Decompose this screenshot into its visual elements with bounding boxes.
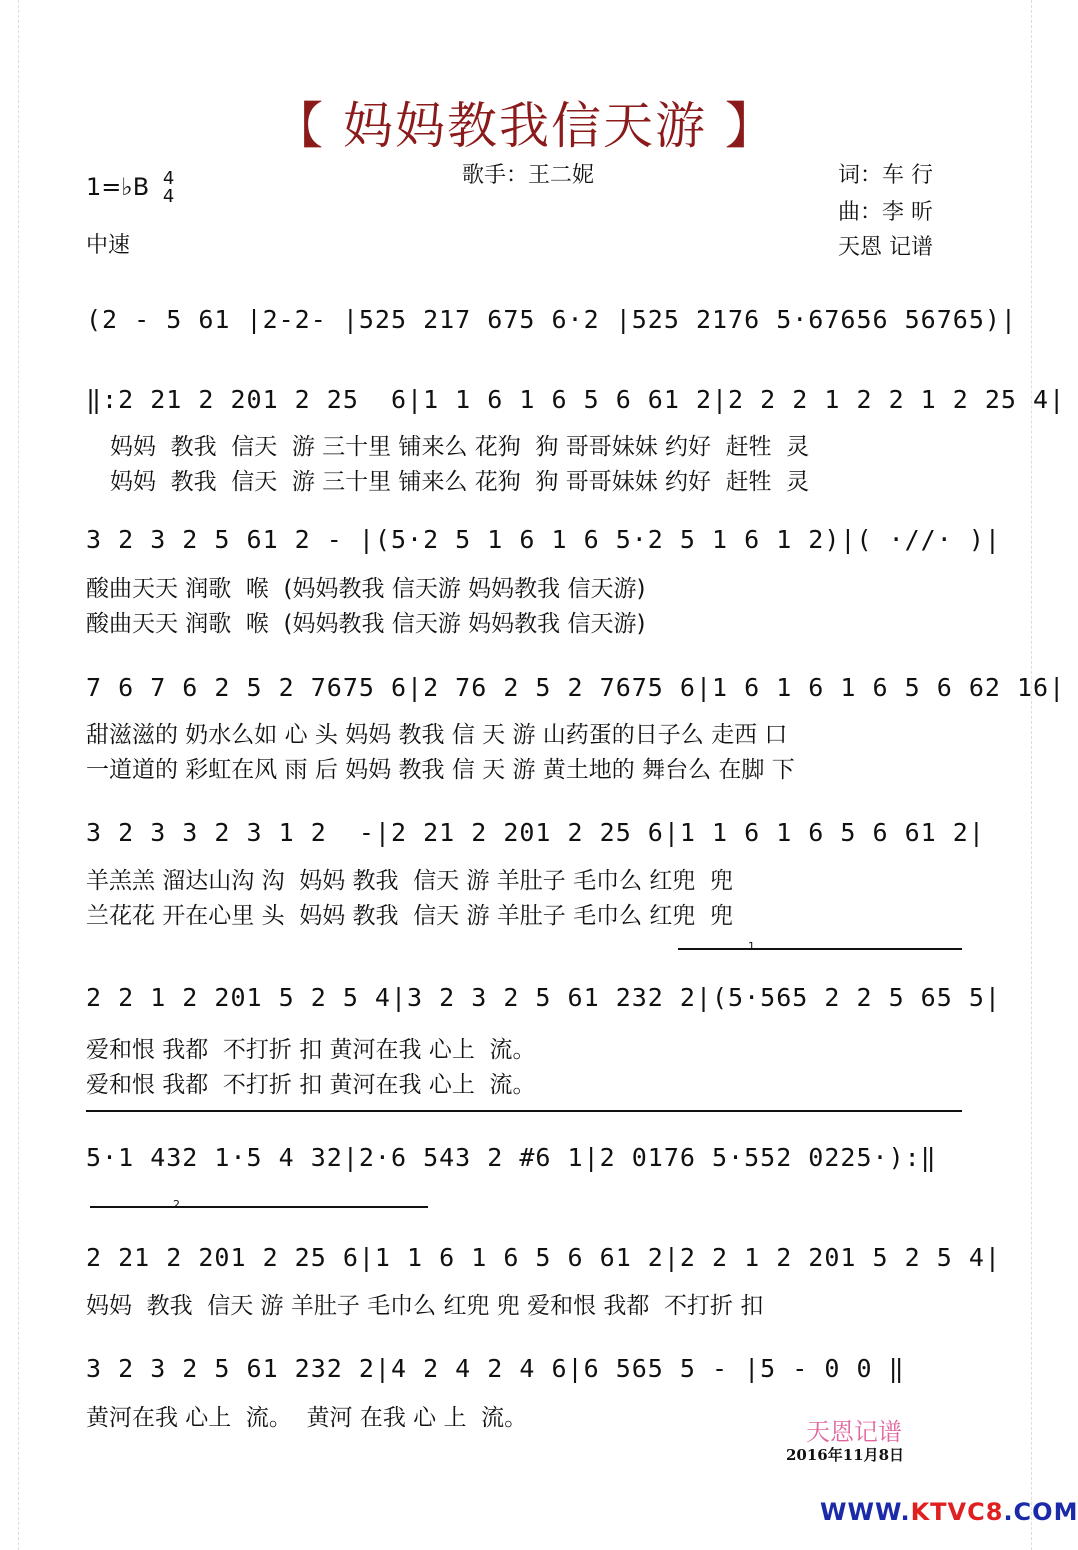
- lyric-6-verse-2: 爱和恨 我都 不打折 扣 黄河在我 心上 流。: [86, 1072, 536, 1098]
- lyric-9: 黄河在我 心上 流。 黄河 在我 心 上 流。: [86, 1405, 528, 1431]
- lyric-4-verse-2: 一道道的 彩虹在风 雨 后 妈妈 教我 信 天 游 黄土地的 舞台么 在脚 下: [86, 757, 795, 783]
- song-title: 【 妈妈教我信天游 】: [273, 97, 777, 155]
- volta-2-number: 2: [173, 1198, 180, 1211]
- score-line-8: 2 21 2 201 2 25 6|1 1 6 1 6 5 6 61 2|2 2 1 2 201 5 2 5 4|: [86, 1243, 1001, 1272]
- composer-credit: 曲：李 昕: [838, 200, 933, 225]
- time-top: 4: [162, 168, 175, 189]
- transcription-date: 2016年11月8日: [786, 1446, 905, 1464]
- score-line-7: 5·1 432 1·5 4 32|2·6 543 2 #6 1|2 0176 5·552 0225·):‖: [86, 1143, 937, 1172]
- volta-1-continuation: [86, 1110, 962, 1112]
- score-line-5: 3 2 3 3 2 3 1 2 -|2 21 2 201 2 25 6|1 1 6 1 6 5 6 61 2|: [86, 818, 985, 847]
- time-signature: [163, 170, 174, 206]
- volta-1-number: 1: [748, 940, 755, 953]
- tempo-marking: 中速: [86, 233, 131, 258]
- site-prefix: WWW.: [820, 1498, 911, 1526]
- site-name: KTVC8: [910, 1498, 1004, 1526]
- lyric-5-verse-2: 兰花花 开在心里 头 妈妈 教我 信天 游 羊肚子 毛巾么 红兜 兜: [86, 903, 734, 929]
- lyric-4-verse-1: 甜滋滋的 奶水么如 心 头 妈妈 教我 信 天 游 山药蛋的日子么 走西 口: [86, 722, 788, 748]
- score-line-2: ‖:2 21 2 201 2 25 6|1 1 6 1 6 5 6 61 2|2 2 2 1 2 2 1 2 25 4|: [86, 385, 1066, 414]
- site-suffix: .COM: [1003, 1498, 1078, 1526]
- lyric-5-verse-1: 羊羔羔 溜达山沟 沟 妈妈 教我 信天 游 羊肚子 毛巾么 红兜 兜: [86, 868, 734, 894]
- lyric-8: 妈妈 教我 信天 游 羊肚子 毛巾么 红兜 兜 爱和恨 我都 不打折 扣: [86, 1293, 764, 1319]
- lyric-3-verse-1: 酸曲天天 润歌 喉 (妈妈教我 信天游 妈妈教我 信天游): [86, 576, 646, 602]
- score-line-9: 3 2 3 2 5 61 232 2|4 2 4 2 4 6|6 565 5 - |5 - 0 0 ‖: [86, 1354, 905, 1383]
- score-line-1: (2 - 5 61 |2-2- |525 217 675 6·2 |525 2176 5·67656 56765)|: [86, 305, 1017, 334]
- transcriber-stamp: 天恩记谱: [806, 1418, 902, 1446]
- right-margin-strip: [1031, 0, 1050, 1550]
- volta-1-bracket: [678, 948, 962, 950]
- volta-2-bracket: [90, 1206, 428, 1208]
- score-line-6: 2 2 1 2 201 5 2 5 4|3 2 3 2 5 61 232 2|(5·565 2 2 5 65 5|: [86, 983, 1001, 1012]
- score-line-3: 3 2 3 2 5 61 2 - |(5·2 5 1 6 1 6 5·2 5 1 6 1 2)|( ·//· )|: [86, 525, 1001, 554]
- site-watermark: [820, 1498, 1078, 1526]
- lyric-2-verse-1: 妈妈 教我 信天 游 三十里 铺来么 花狗 狗 哥哥妹妹 约好 赶牲 灵: [110, 434, 810, 460]
- time-bottom: 4: [162, 186, 175, 207]
- lyric-6-verse-1: 爱和恨 我都 不打折 扣 黄河在我 心上 流。: [86, 1037, 536, 1063]
- lyricist-credit: 词：车 行: [838, 163, 933, 188]
- lyric-3-verse-2: 酸曲天天 润歌 喉 (妈妈教我 信天游 妈妈教我 信天游): [86, 611, 646, 637]
- key-signature: [86, 170, 174, 206]
- left-margin-strip: [0, 0, 19, 1550]
- singer-credit: 歌手：王二妮: [462, 163, 595, 188]
- key-text: 1=♭B: [86, 173, 150, 201]
- transcriber-credit: 天恩 记谱: [838, 235, 933, 260]
- lyric-2-verse-2: 妈妈 教我 信天 游 三十里 铺来么 花狗 狗 哥哥妹妹 约好 赶牲 灵: [110, 469, 810, 495]
- score-line-4: 7 6 7 6 2 5 2 7675 6|2 76 2 5 2 7675 6|1 6 1 6 1 6 5 6 62 16|: [86, 673, 1066, 702]
